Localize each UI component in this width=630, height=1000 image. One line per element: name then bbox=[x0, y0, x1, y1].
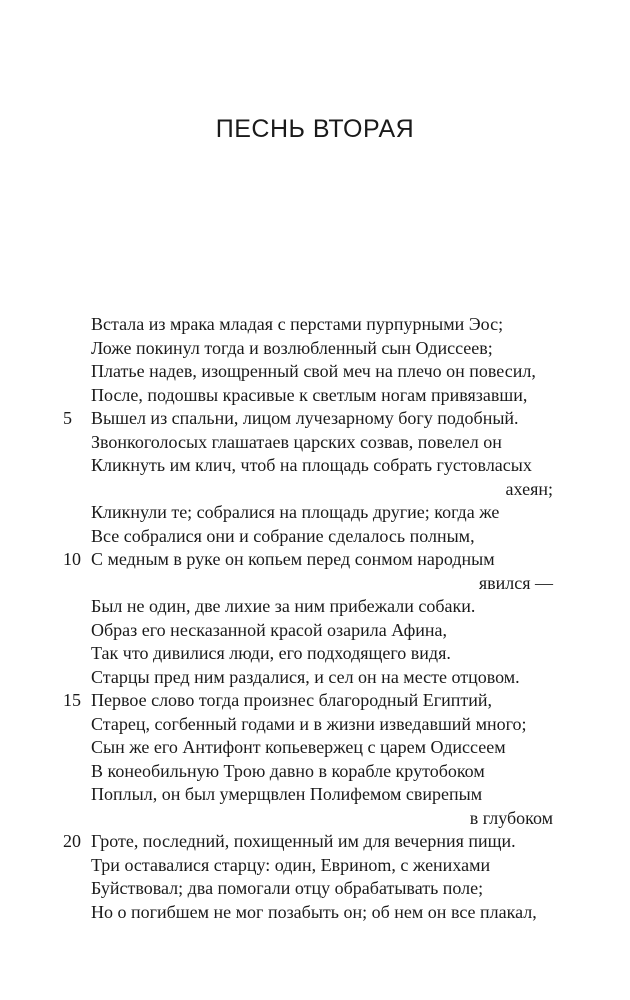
poem-line bbox=[63, 548, 553, 572]
poem-line bbox=[91, 736, 553, 760]
line-text: Старцы пред ним раздалися, и сел он на месте отцовом. bbox=[91, 666, 520, 687]
line-number: 20 bbox=[63, 831, 81, 851]
line-text: явился — bbox=[478, 572, 553, 593]
line-text: С медным в руке он копьем перед сонмом народным bbox=[91, 549, 495, 569]
line-text: Кликнули те; собралися на площадь другие; когда же bbox=[91, 502, 500, 522]
poem-line-continuation bbox=[91, 807, 553, 831]
poem-line-continuation bbox=[91, 572, 553, 596]
poem-line bbox=[91, 454, 553, 478]
poem-line bbox=[91, 666, 553, 690]
poem-line bbox=[91, 501, 553, 525]
page-title: ПЕСНЬ ВТОРАЯ bbox=[215, 115, 415, 143]
line-text: Кликнуть им клич, чтоб на площадь собрать густовласых bbox=[91, 455, 532, 475]
line-text: Платье надев, изощренный свой меч на плечо он повесил, bbox=[91, 361, 536, 381]
poem-line bbox=[91, 337, 553, 361]
poem-line bbox=[91, 313, 553, 337]
poem-line bbox=[63, 830, 553, 854]
line-text: Три оставалися старцу: один, Евриноm, с женихами bbox=[91, 854, 491, 875]
poem-line bbox=[91, 783, 553, 807]
poem-line bbox=[91, 642, 553, 666]
line-text: Но о погибшем не мог позабыть он; об нем он все плакал, bbox=[91, 901, 537, 922]
line-text: Первое слово тогда произнес благородный Египтий, bbox=[91, 690, 493, 710]
line-text: В конеобильную Трою давно в корабле крутобоком bbox=[91, 760, 485, 781]
line-text: Так что дивилися люди, его подходящего видя. bbox=[91, 643, 451, 663]
line-text: Образ его несказанной красой озарила Афина, bbox=[91, 619, 447, 640]
line-text: Гроте, последний, похищенный им для вечерния пищи. bbox=[91, 831, 516, 851]
line-number: 15 bbox=[63, 690, 81, 710]
line-text: Звонкоголосых глашатаев царских созвав, повелел он bbox=[91, 431, 502, 452]
poem-line bbox=[91, 431, 553, 455]
line-text: Все собралися они и собрание сделалось полным, bbox=[91, 525, 475, 546]
poem-line bbox=[63, 407, 553, 431]
line-text: Вышел из спальни, лицом лучезарному богу подобный. bbox=[91, 408, 519, 428]
poem-line bbox=[63, 689, 553, 713]
poem-line bbox=[91, 384, 553, 408]
poem-line bbox=[91, 525, 553, 549]
poem-body bbox=[63, 313, 553, 924]
line-text: Сын же его Антифонт копьевержец с царем Одиссеем bbox=[91, 737, 506, 757]
line-text: Встала из мрака младая с перстами пурпурными Эос; bbox=[91, 314, 504, 334]
line-text: в глубоком bbox=[469, 807, 553, 828]
poem-line bbox=[91, 713, 553, 737]
poem-line bbox=[91, 760, 553, 784]
poem-line bbox=[91, 901, 553, 925]
line-text: После, подошвы красивые к светлым ногам привязавши, bbox=[91, 384, 528, 405]
poem-line bbox=[91, 595, 553, 619]
line-text: Был не один, две лихие за ним прибежали собаки. bbox=[91, 596, 476, 616]
poem-line bbox=[91, 877, 553, 901]
line-text: ахеян; bbox=[505, 478, 553, 499]
line-text: Ложе покинул тогда и возлюбленный сын Одиссеев; bbox=[91, 337, 493, 358]
poem-line-continuation bbox=[91, 478, 553, 502]
line-text: Старец, согбенный годами и в жизни изведавший много; bbox=[91, 713, 527, 734]
line-number: 10 bbox=[63, 549, 81, 569]
line-text: Поплыл, он был умерщвлен Полифемом свирепым bbox=[91, 784, 483, 804]
poem-line bbox=[91, 854, 553, 878]
poem-line bbox=[91, 619, 553, 643]
line-number: 5 bbox=[63, 408, 72, 428]
line-text: Буйствовал; два помогали отцу обрабатывать поле; bbox=[91, 878, 484, 898]
poem-line bbox=[91, 360, 553, 384]
